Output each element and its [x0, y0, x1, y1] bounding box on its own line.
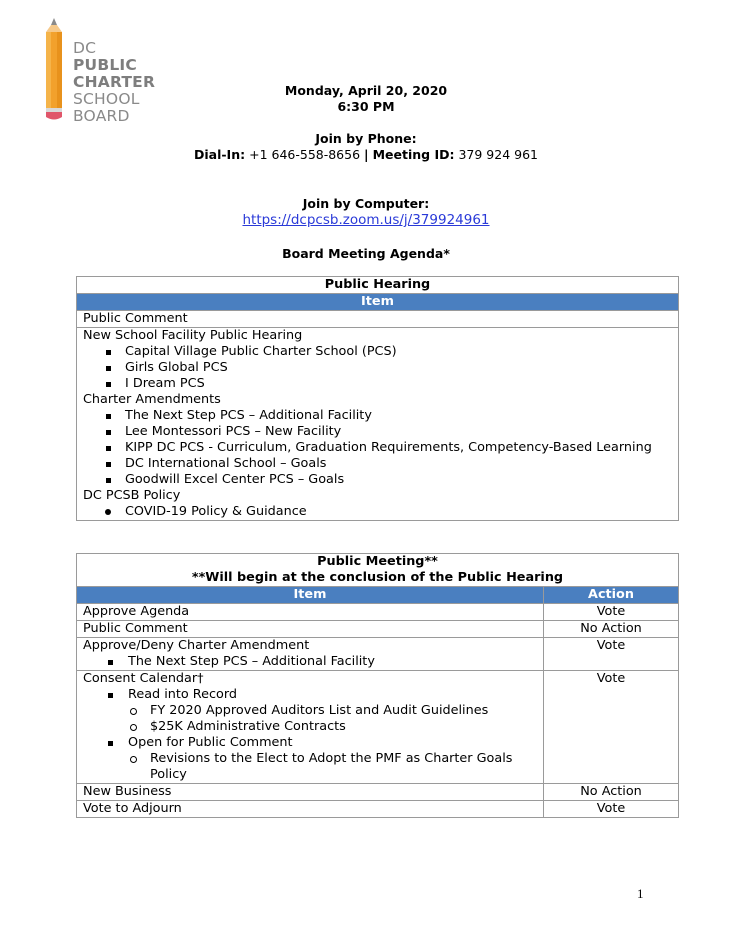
dialin-line — [0, 147, 732, 163]
dialin-number: +1 646-558-8656 — [249, 147, 361, 162]
row-item: Approve/Deny Charter Amendment — [83, 638, 310, 653]
column-action: Action — [544, 587, 679, 604]
list-item: Revisions to the Elect to Adopt the PMF as Charter Goals Policy — [128, 751, 537, 783]
row-item: Consent Calendar† — [83, 671, 204, 686]
policy-list — [83, 504, 672, 520]
row-item-cell — [77, 671, 544, 784]
approve-deny-list — [83, 654, 537, 670]
hearing-column-item: Item — [77, 294, 679, 311]
logo-line-public: PUBLIC — [73, 56, 137, 74]
table-row — [77, 801, 679, 818]
meeting-time: 6:30 PM — [337, 99, 395, 114]
column-item: Item — [77, 587, 544, 604]
table-row — [77, 638, 679, 671]
consent-list — [83, 687, 537, 783]
hearing-title: Public Hearing — [77, 277, 679, 294]
row-action: Vote — [544, 671, 679, 784]
dialin-label: Dial-In: — [193, 147, 246, 162]
page-number: 1 — [637, 886, 644, 901]
table-row — [77, 604, 679, 621]
row-action: No Action — [544, 784, 679, 801]
record-list — [128, 703, 537, 735]
meeting-id-label: Meeting ID: — [372, 147, 455, 162]
read-into-record: Read into Record — [128, 687, 238, 702]
computer-heading: Join by Computer: — [302, 196, 430, 211]
meeting-subtitle: **Will begin at the conclusion of the Public Hearing — [191, 570, 564, 585]
row-action: No Action — [544, 621, 679, 638]
list-item: I Dream PCS — [83, 376, 672, 392]
comment-list — [128, 751, 537, 783]
row-item: Public Comment — [77, 621, 544, 638]
amendments-heading: Charter Amendments — [83, 392, 221, 407]
public-hearing-table — [76, 276, 679, 521]
list-item: Girls Global PCS — [83, 360, 672, 376]
list-item: Capital Village Public Charter School (PCS) — [83, 344, 672, 360]
hearing-agenda-cell — [77, 328, 679, 521]
meeting-title-cell — [77, 554, 679, 587]
phone-heading: Join by Phone: — [315, 131, 417, 146]
list-item: The Next Step PCS – Additional Facility — [83, 654, 537, 670]
table-row — [77, 671, 679, 784]
meeting-id: 379 924 961 — [458, 147, 538, 162]
row-item: Vote to Adjourn — [77, 801, 544, 818]
logo-line-charter: CHARTER — [73, 73, 156, 91]
list-item: DC International School – Goals — [83, 456, 672, 472]
hearing-public-comment: Public Comment — [77, 311, 679, 328]
list-item: The Next Step PCS – Additional Facility — [83, 408, 672, 424]
list-item: FY 2020 Approved Auditors List and Audit Guidelines — [128, 703, 537, 719]
logo-line-dc: DC — [73, 39, 97, 57]
logo-line-board: BOARD — [73, 107, 130, 125]
logo-line-school: SCHOOL — [73, 90, 140, 108]
open-for-comment: Open for Public Comment — [128, 735, 293, 750]
row-item-cell — [77, 638, 544, 671]
facility-heading: New School Facility Public Hearing — [83, 328, 303, 343]
list-item: KIPP DC PCS - Curriculum, Graduation Requirements, Competency-Based Learning — [83, 440, 672, 456]
row-item: New Business — [77, 784, 544, 801]
row-action: Vote — [544, 638, 679, 671]
meeting-date: Monday, April 20, 2020 — [284, 83, 448, 98]
table-row — [77, 621, 679, 638]
row-action: Vote — [544, 801, 679, 818]
zoom-link[interactable]: https://dcpcsb.zoom.us/j/379924961 — [242, 212, 490, 228]
separator: | — [364, 147, 369, 162]
list-item — [83, 735, 537, 783]
row-item: Approve Agenda — [77, 604, 544, 621]
row-action: Vote — [544, 604, 679, 621]
list-item: COVID-19 Policy & Guidance — [83, 504, 672, 520]
list-item — [83, 687, 537, 735]
facility-list — [83, 344, 672, 392]
list-item: $25K Administrative Contracts — [128, 719, 537, 735]
public-meeting-table — [76, 553, 679, 818]
policy-heading: DC PCSB Policy — [83, 488, 181, 503]
meeting-title: Public Meeting** — [317, 554, 438, 569]
amendments-list — [83, 408, 672, 488]
list-item: Goodwill Excel Center PCS – Goals — [83, 472, 672, 488]
table-row — [77, 784, 679, 801]
list-item: Lee Montessori PCS – New Facility — [83, 424, 672, 440]
agenda-title: Board Meeting Agenda* — [282, 246, 450, 261]
